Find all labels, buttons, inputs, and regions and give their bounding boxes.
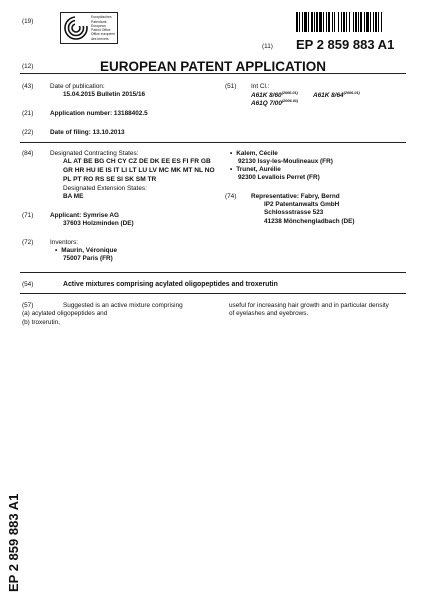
office-line: Patentamt <box>91 19 107 24</box>
ipc-code: A61Q 7/00 <box>251 100 282 108</box>
representative: Representative: Fabry, Bernd <box>251 193 340 200</box>
filing-date: Date of filing: 13.10.2013 <box>50 129 125 136</box>
epo-logo-icon <box>63 15 89 41</box>
abstract-line: useful for increasing hair growth and in particular density <box>229 302 389 309</box>
office-line: Patent Office <box>91 28 111 32</box>
inventor-name: • Maurin, Véronique <box>55 247 117 255</box>
code-74: (74) <box>225 193 237 200</box>
abstract-right <box>229 302 409 319</box>
inventor-name: • Kalem, Cécile <box>230 150 278 158</box>
inventor-address: 75007 Paris (FR) <box>63 255 113 262</box>
ipc-code: A61K 8/64 <box>313 92 344 100</box>
office-line: des brevets <box>91 36 109 41</box>
representative-address <box>264 201 355 226</box>
title-rule <box>20 272 406 273</box>
section-rule <box>20 142 406 143</box>
inventor-address: 92130 Issy-les-Moulineaux (FR) <box>238 158 333 165</box>
office-line: Office européen <box>91 32 116 37</box>
states-line: GR HR HU IE IS IT LI LT LU LV MC MK MT NL NO <box>63 166 215 174</box>
ipc-class <box>313 91 360 100</box>
address-line: Schlossstrasse 523 <box>264 209 324 217</box>
office-name <box>91 15 115 41</box>
applicant: Applicant: Symrise AG <box>50 212 120 219</box>
office-line: Europäisches <box>91 15 112 20</box>
designated-states-list <box>63 158 215 185</box>
publication-number: EP 2 859 883 A1 <box>296 37 395 52</box>
abstract-line: of eyelashes and eyebrows. <box>229 310 309 318</box>
document-type: EUROPEAN PATENT APPLICATION <box>99 59 326 74</box>
states-line: PL PT RO RS SE SI SK SM TR <box>63 175 157 183</box>
states-line: AL AT BE BG CH CY CZ DE DK EE ES FI FR GB <box>63 158 211 165</box>
code-71: (71) <box>22 212 34 219</box>
code-57: (57) <box>22 302 34 309</box>
code-19: (19) <box>22 18 34 25</box>
code-54: (54) <box>22 281 34 288</box>
code-21: (21) <box>22 110 34 117</box>
extension-states-value: BA ME <box>63 193 84 200</box>
code-12: (12) <box>22 63 34 70</box>
code-43: (43) <box>22 83 34 90</box>
barcode-icon <box>296 12 382 32</box>
office-line: European <box>91 23 106 28</box>
extension-states-label: Designated Extension States: <box>63 185 147 192</box>
abstract-left <box>22 302 207 327</box>
abstract-line: (a) acylated oligopeptides and <box>22 310 108 318</box>
code-11: (11) <box>262 43 273 50</box>
designated-states-label: Designated Contracting States: <box>50 150 139 157</box>
abstract-line: Suggested is an active mixture comprising <box>63 302 183 309</box>
int-cl-label: Int Cl.: <box>251 83 270 90</box>
ipc-version: (2006.01) <box>281 91 298 95</box>
invention-title: Active mixtures comprising acylated oligopeptides and troxerutin <box>63 281 278 288</box>
ipc-version: (2006.01) <box>343 91 360 95</box>
publication-date-label: Date of publication: <box>50 83 105 90</box>
ipc-code: A61K 8/60 <box>251 92 282 100</box>
vertical-publication-number: EP 2 859 883 A1 <box>6 493 21 592</box>
ipc-class <box>251 99 298 108</box>
header-rule <box>20 73 406 74</box>
title-bottom-rule <box>20 293 406 294</box>
inventor-name: • Trunet, Aurélie <box>230 166 281 174</box>
code-84: (84) <box>22 150 34 157</box>
code-72: (72) <box>22 239 34 246</box>
inventors-label: Inventors: <box>50 239 79 246</box>
publication-date-value: 15.04.2015 Bulletin 2015/16 <box>63 91 146 98</box>
barcode-bar <box>381 12 382 32</box>
address-line: 41238 Mönchengladbach (DE) <box>264 217 355 225</box>
address-line: IP2 Patentanwalts GmbH <box>264 201 340 208</box>
ipc-version: (2006.01) <box>281 99 299 103</box>
inventor-address: 92300 Levallois Perret (FR) <box>238 174 320 181</box>
epo-logo <box>60 12 118 44</box>
applicant-address: 37603 Holzminden (DE) <box>63 220 134 227</box>
application-number: Application number: 13188402.5 <box>50 110 148 117</box>
abstract-line: (b) troxerutin, <box>22 318 61 326</box>
code-22: (22) <box>22 129 34 136</box>
code-51: (51) <box>225 83 237 90</box>
